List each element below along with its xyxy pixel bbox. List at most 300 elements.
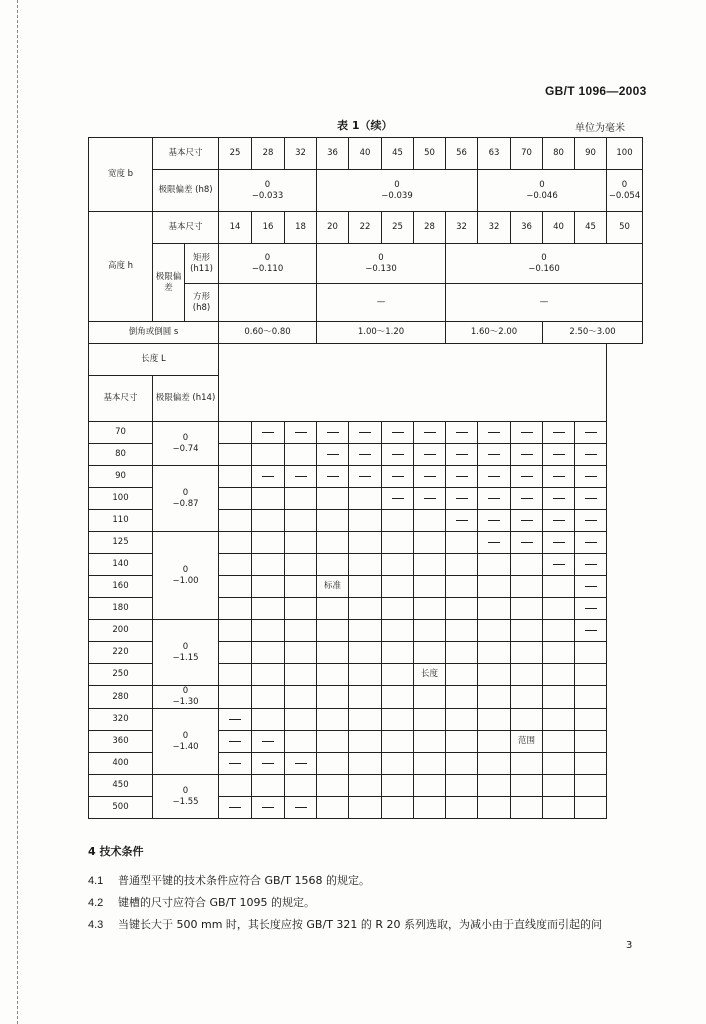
length-cell [252,753,285,775]
dash-mark [229,741,241,742]
dash-mark [229,763,241,764]
length-cell [349,510,382,532]
dash-mark [262,807,274,808]
clause [88,872,370,888]
clause-number: 4.1 [88,875,104,887]
height-size: 32 [478,212,511,244]
dash-mark [262,476,274,477]
length-cell [219,488,252,510]
dash-mark [359,432,371,433]
length-cell [285,775,317,797]
clause [88,916,602,932]
length-cell [414,444,446,466]
height-size: 20 [317,212,349,244]
dash-mark [262,432,274,433]
length-size: 220 [89,642,153,664]
length-cell [219,797,252,819]
length-cell [478,686,511,709]
length-cell [478,709,511,731]
length-cell [349,664,382,686]
length-cell [511,466,543,488]
dash-mark [229,807,241,808]
length-cell [414,642,446,664]
dash-mark [262,763,274,764]
length-cell [349,466,382,488]
length-cell [511,642,543,664]
length-cell [414,731,446,753]
length-cell [543,488,575,510]
width-size: 70 [511,138,543,170]
length-size: 90 [89,466,153,488]
length-label: 长度 L [89,344,219,376]
length-cell [219,620,252,642]
length-row [89,532,643,554]
length-cell [575,797,607,819]
dash-mark [585,432,597,433]
length-cell [446,444,478,466]
length-cell [511,488,543,510]
length-cell [285,532,317,554]
dash-mark [553,498,565,499]
length-cell [285,488,317,510]
clause-number: 4.2 [88,897,104,909]
dash-mark [359,476,371,477]
length-cell [382,664,414,686]
length-cell [414,753,446,775]
table-caption: 表 1（续） [337,119,393,132]
length-size: 100 [89,488,153,510]
length-cell [511,444,543,466]
length-cell [543,664,575,686]
length-cell [414,554,446,576]
length-cell [446,709,478,731]
height-size: 32 [446,212,478,244]
length-cell [285,753,317,775]
length-size: 320 [89,709,153,731]
length-cell [349,444,382,466]
length-cell [317,444,349,466]
length-cell [317,797,349,819]
height-size: 22 [349,212,382,244]
length-cell [349,642,382,664]
dash-mark [553,432,565,433]
length-cell [382,444,414,466]
length-cell [543,686,575,709]
width-size: 45 [382,138,414,170]
length-cell [219,598,252,620]
length-cell [414,598,446,620]
length-cell [252,466,285,488]
length-size: 200 [89,620,153,642]
width-size: 25 [219,138,252,170]
dash-mark [424,432,436,433]
dash-mark [392,454,404,455]
dash-mark [295,432,307,433]
width-label: 宽度 b [89,138,153,212]
section-title: 4 技术条件 [88,845,144,858]
dash-mark [488,454,500,455]
length-cell [382,598,414,620]
length-cell [575,466,607,488]
length-size: 125 [89,532,153,554]
height-size: 18 [285,212,317,244]
width-size: 36 [317,138,349,170]
length-size: 250 [89,664,153,686]
height-size: 14 [219,212,252,244]
chamfer-label: 倒角或倒圆 s [89,322,219,344]
dash-mark [585,498,597,499]
dash-mark [327,432,339,433]
dash-mark [295,763,307,764]
length-cell [349,576,382,598]
length-cell [317,775,349,797]
length-cell [575,709,607,731]
dash-mark [488,520,500,521]
length-cell [317,709,349,731]
length-cell [446,576,478,598]
dash-mark [359,454,371,455]
length-cell [349,775,382,797]
dash-mark [521,432,533,433]
width-size: 32 [285,138,317,170]
length-cell [446,775,478,797]
length-cell [382,576,414,598]
length-cell [446,488,478,510]
length-cell [317,642,349,664]
dash-mark [585,542,597,543]
length-size: 140 [89,554,153,576]
length-cell [317,753,349,775]
length-cell [317,686,349,709]
length-cell [414,576,446,598]
length-cell [414,775,446,797]
length-cell [575,642,607,664]
length-cell [511,422,543,444]
length-row [89,422,643,444]
chamfer-value: 0.60～0.80 [219,322,317,344]
length-tolerance: 0 −1.30 [153,686,219,709]
length-cell [349,753,382,775]
length-cell [543,466,575,488]
height-tolerance-square: — [317,284,446,322]
length-cell [414,686,446,709]
length-cell [478,797,511,819]
dash-mark [585,564,597,565]
length-cell [219,510,252,532]
dash-mark [327,454,339,455]
length-cell [317,488,349,510]
dash-mark [585,586,597,587]
length-cell [543,620,575,642]
length-size: 70 [89,422,153,444]
length-cell [382,488,414,510]
width-size: 28 [252,138,285,170]
dash-mark [295,807,307,808]
standard-number: GB/T 1096—2003 [545,84,647,98]
width-tolerance: 0 −0.039 [317,170,478,212]
length-cell [543,576,575,598]
length-cell [349,554,382,576]
length-cell [511,510,543,532]
length-cell [446,731,478,753]
length-cell [478,466,511,488]
dash-mark [488,432,500,433]
dash-mark [392,432,404,433]
dash-mark [424,476,436,477]
length-cell [511,576,543,598]
length-cell [349,686,382,709]
length-size: 180 [89,598,153,620]
length-cell [575,598,607,620]
length-cell [414,620,446,642]
clause-number: 4.3 [88,919,104,931]
length-cell [349,620,382,642]
length-cell [252,532,285,554]
height-size: 28 [414,212,446,244]
height-size: 50 [607,212,643,244]
length-cell [382,620,414,642]
length-cell [382,510,414,532]
length-cell [285,444,317,466]
length-cell [543,797,575,819]
dash-mark [521,454,533,455]
width-size: 90 [575,138,607,170]
length-cell [575,731,607,753]
length-row [89,709,643,731]
height-tolerance-rect: 0 −0.160 [446,244,643,284]
clause [88,894,315,910]
length-cell [575,664,607,686]
dash-mark [488,542,500,543]
length-cell [349,532,382,554]
length-cell [575,510,607,532]
dash-mark [424,454,436,455]
length-cell [478,488,511,510]
dash-mark [229,719,241,720]
dash-mark [424,498,436,499]
length-cell [575,554,607,576]
length-cell [285,642,317,664]
length-cell [382,554,414,576]
length-cell [219,532,252,554]
length-cell [478,444,511,466]
length-cell [478,775,511,797]
length-cell [543,753,575,775]
length-cell [349,598,382,620]
length-cell [414,466,446,488]
length-cell [543,532,575,554]
dash-mark [553,476,565,477]
length-size: 80 [89,444,153,466]
dash-mark [392,476,404,477]
length-cell [446,598,478,620]
length-cell [511,664,543,686]
length-tolerance: 0 −1.15 [153,620,219,686]
width-tolerance: 0 −0.054 [607,170,643,212]
length-cell [478,753,511,775]
length-size: 110 [89,510,153,532]
dash-mark [456,454,468,455]
length-cell [252,620,285,642]
width-size: 50 [414,138,446,170]
length-cell [285,466,317,488]
length-cell [446,686,478,709]
length-cell [382,731,414,753]
length-cell [252,731,285,753]
dash-mark [585,476,597,477]
length-cell [511,753,543,775]
length-cell [317,620,349,642]
page-number: 3 [626,940,633,951]
length-cell [543,554,575,576]
length-cell [446,642,478,664]
basic-size-label: 基本尺寸 [153,138,219,170]
length-tolerance: 0 −1.40 [153,709,219,775]
length-cell [382,532,414,554]
length-cell [511,598,543,620]
length-cell [252,422,285,444]
length-cell [543,642,575,664]
length-cell [414,709,446,731]
height-size: 36 [511,212,543,244]
length-cell [511,532,543,554]
length-cell [252,664,285,686]
length-tol-label: 极限偏差 (h14) [153,376,219,422]
length-cell [414,510,446,532]
length-basic-label: 基本尺寸 [89,376,153,422]
length-cell [511,797,543,819]
length-cell [285,422,317,444]
length-cell [543,731,575,753]
length-cell [414,532,446,554]
chamfer-value: 2.50～3.00 [543,322,643,344]
width-size: 100 [607,138,643,170]
length-cell [219,753,252,775]
length-tolerance: 0 −1.55 [153,775,219,819]
length-cell [317,598,349,620]
length-cell [285,709,317,731]
length-cell [446,510,478,532]
height-size: 40 [543,212,575,244]
width-size: 80 [543,138,575,170]
length-cell [219,466,252,488]
dash-mark [521,542,533,543]
dash-mark [553,564,565,565]
zone-label: 长度 [414,664,446,686]
length-cell [219,554,252,576]
width-tolerance: 0 −0.033 [219,170,317,212]
dash-mark [262,741,274,742]
height-size: 16 [252,212,285,244]
length-cell [382,709,414,731]
length-cell [478,532,511,554]
length-cell [285,686,317,709]
length-cell [317,532,349,554]
clause-text: 普通型平键的技术条件应符合 GB/T 1568 的规定。 [118,874,370,887]
tol-h8-label: 极限偏差 (h8) [153,170,219,212]
length-cell [543,510,575,532]
length-cell [317,554,349,576]
length-cell [575,576,607,598]
length-cell [252,686,285,709]
length-cell [285,797,317,819]
length-cell [219,731,252,753]
height-tolerance-rect: 0 −0.110 [219,244,317,284]
length-cell [575,620,607,642]
length-row [89,466,643,488]
dash-mark [585,454,597,455]
length-cell [285,598,317,620]
length-cell [382,775,414,797]
length-cell [252,576,285,598]
length-cell [285,664,317,686]
length-cell [414,797,446,819]
dash-mark [553,542,565,543]
length-cell [543,775,575,797]
basic-size-label-2: 基本尺寸 [153,212,219,244]
length-cell [252,598,285,620]
length-cell [219,422,252,444]
length-cell [382,642,414,664]
length-cell [285,620,317,642]
clause-text: 当键长大于 500 mm 时，其长度应按 GB/T 321 的 R 20 系列选取，为减小由于直线度而引起的问 [118,918,603,931]
length-cell [511,709,543,731]
length-cell [382,797,414,819]
length-cell [349,709,382,731]
length-cell [219,664,252,686]
length-cell [285,576,317,598]
length-tolerance: 0 −0.87 [153,466,219,532]
length-cell [252,554,285,576]
length-cell [478,576,511,598]
length-cell [349,422,382,444]
length-cell [219,775,252,797]
height-tolerance-rect: 0 −0.130 [317,244,446,284]
length-cell [446,753,478,775]
height-label: 高度 h [89,212,153,322]
length-cell [317,422,349,444]
length-cell [543,598,575,620]
length-cell [382,422,414,444]
length-cell [317,664,349,686]
length-cell [575,422,607,444]
length-cell [478,731,511,753]
length-cell [382,686,414,709]
width-tolerance: 0 −0.046 [478,170,607,212]
length-cell [252,444,285,466]
length-cell [478,598,511,620]
length-cell [446,664,478,686]
length-cell [252,797,285,819]
dash-mark [295,476,307,477]
height-tolerance-square: — [446,284,643,322]
clause-text: 键槽的尺寸应符合 GB/T 1095 的规定。 [118,896,315,909]
length-tolerance: 0 −0.74 [153,422,219,466]
length-cell [575,444,607,466]
length-cell [446,797,478,819]
width-size: 40 [349,138,382,170]
height-size: 45 [575,212,607,244]
length-cell [446,554,478,576]
length-cell [285,731,317,753]
length-row [89,620,643,642]
height-size: 25 [382,212,414,244]
length-cell [252,642,285,664]
length-cell [511,620,543,642]
dash-mark [585,608,597,609]
length-cell [575,532,607,554]
height-tolerance-square-blank [219,284,317,322]
